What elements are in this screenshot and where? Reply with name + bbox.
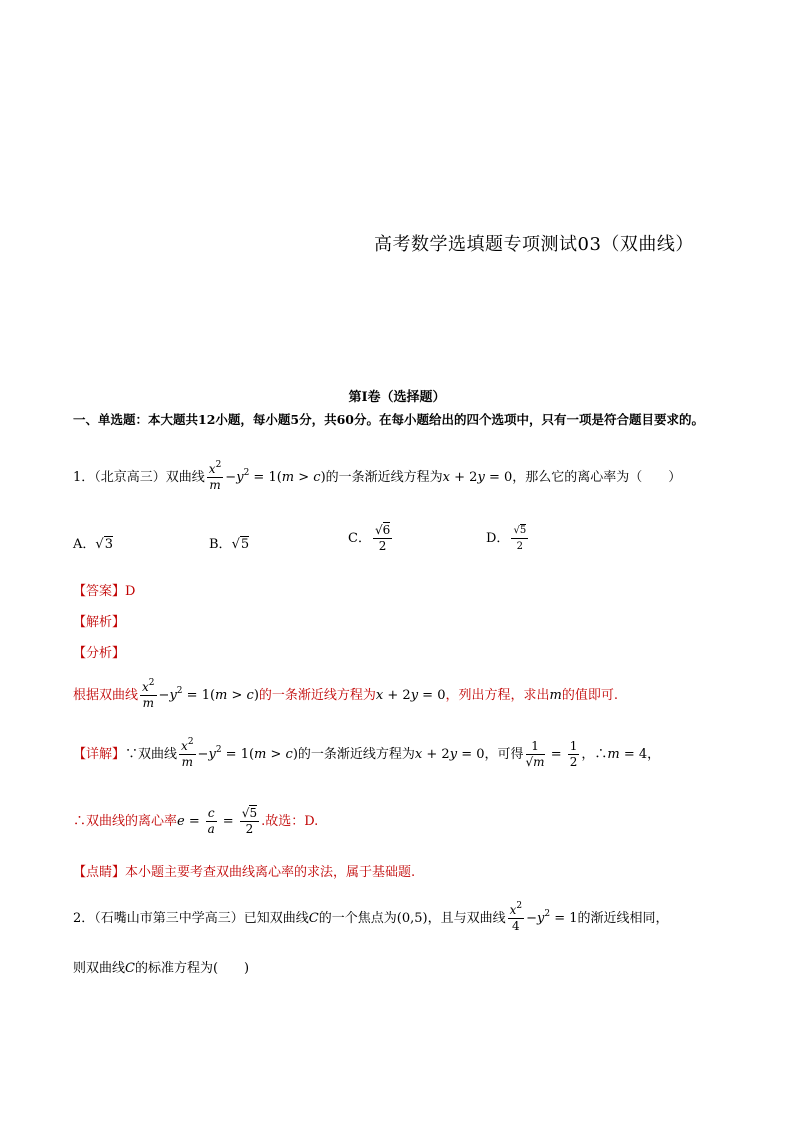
formula-fraction: $\frac{1}{2}$ <box>569 739 578 769</box>
formula: m <box>549 688 562 703</box>
detail-text-part: 的一条渐近线方程为 <box>297 747 415 762</box>
question-2 <box>73 903 669 934</box>
eccentricity-line: ∴双曲线的离心率e = $\frac{c}{a}$ = $\frac{√5}{2}$ .故选：D. <box>73 806 319 836</box>
note-label: 【点睛】 <box>73 865 126 880</box>
question-1 <box>73 462 681 493</box>
formula-fraction: $\frac{x^2}{m}$ <box>181 737 194 769</box>
question-2-prefix: 2．（石嘴山市第三中学高三）已知双曲线 <box>73 911 309 926</box>
option-c[interactable] <box>348 523 394 554</box>
formula-fraction: $\frac{√5}{2}$ <box>241 806 258 836</box>
option-b[interactable] <box>209 533 249 552</box>
question-1-suffix: ，那么它的离心率为（ ） <box>512 470 682 485</box>
formula-fraction: $\frac{x^2}{m}$ <box>208 460 222 492</box>
formula: C <box>125 961 135 976</box>
option-b-label: B． <box>209 537 232 552</box>
note-text: 本小题主要考查双曲线离心率的求法，属于基础题. <box>125 865 416 880</box>
fenxi-text-part: 的值即可. <box>561 688 618 703</box>
formula-fraction: $\frac{x^2}{4}$ <box>509 901 523 933</box>
answer-label: 【答案】 <box>73 584 126 599</box>
option-c-label: C． <box>348 531 371 546</box>
formula: √5 <box>231 537 250 552</box>
fenxi-text <box>73 680 618 711</box>
fenxi-text-part: 的一条渐近线方程为 <box>258 688 376 703</box>
question-2-text: 的渐近线相同， <box>577 911 669 926</box>
formula: $-y^2 = 1$ <box>526 909 578 926</box>
formula: $-y^2 = 1(m > c)$ <box>197 745 298 762</box>
option-d-label: D． <box>486 531 510 546</box>
eccentricity-text: .故选：D. <box>261 814 319 829</box>
section-heading: 第Ⅰ卷（选择题） <box>348 390 446 405</box>
answer-line <box>73 580 135 599</box>
detail-text: 【详解】∵双曲线 $\frac{x^2}{m}$ $-y^2 = 1(m > c)$的一条渐近线方程为x + 2y = 0，可得 $\frac{1}{√m}$ = $\frac{1}{2}$ ，∴m = 4， <box>73 737 661 769</box>
section-instruction: 一、单选题：本大题共12小题，每小题5分，共60分。在每小题给出的四个选项中，只有一项是符合题目要求的。 <box>73 412 704 427</box>
fenxi-text-part: 根据双曲线 <box>73 688 139 703</box>
formula: m = 4 <box>607 747 648 762</box>
option-d[interactable] <box>486 523 530 554</box>
question-2-text: 的标准方程为( ) <box>134 961 250 976</box>
detail-label: 【详解】 <box>73 747 126 762</box>
question-1-mid: 的一条渐近线方程为 <box>325 470 443 485</box>
eccentricity-text: ∴双曲线的离心率 <box>73 814 178 829</box>
fenxi-text-part: ，列出方程，求出 <box>445 688 550 703</box>
formula-fraction: $\frac{√5}{2}$ <box>513 525 527 552</box>
formula: e = <box>177 814 204 829</box>
question-1-prefix: 1．（北京高三）双曲线 <box>73 470 205 485</box>
note-line <box>73 861 415 880</box>
formula: x + 2y = 0 <box>442 470 513 485</box>
question-2-text: 则双曲线 <box>73 961 126 976</box>
question-2-text: 的一个焦点为 <box>318 911 397 926</box>
formula: C <box>308 911 319 926</box>
detail-text-part: ，∴ <box>581 747 608 762</box>
formula: x + 2y = 0 <box>414 747 485 762</box>
formula: $-y^2 = 1(m > c)$ <box>225 468 326 485</box>
formula-fraction: $\frac{1}{√m}$ <box>525 739 545 769</box>
formula: (0,5) <box>396 911 428 926</box>
question-2-line-2 <box>73 957 249 976</box>
formula: $-y^2 = 1(m > c)$ <box>158 686 259 703</box>
formula-fraction: $\frac{√6}{2}$ <box>374 523 391 553</box>
formula-fraction: $\frac{x^2}{m}$ <box>142 678 155 710</box>
detail-text-part: ∵双曲线 <box>125 747 178 762</box>
formula: √3 <box>95 537 113 552</box>
answer-value: D <box>125 584 136 599</box>
fenxi-label: 【分析】 <box>73 646 126 661</box>
detail-text-part: ， <box>647 747 661 762</box>
question-2-text: ，且与双曲线 <box>427 911 506 926</box>
option-a[interactable] <box>73 533 113 552</box>
formula-fraction: $\frac{c}{a}$ <box>207 806 215 836</box>
document-title: 高考数学选填题专项测试03（双曲线） <box>374 234 694 255</box>
option-a-label: A． <box>73 537 96 552</box>
analysis-label: 【解析】 <box>73 615 126 630</box>
detail-text-part: ，可得 <box>484 747 524 762</box>
formula: x + 2y = 0 <box>375 688 446 703</box>
